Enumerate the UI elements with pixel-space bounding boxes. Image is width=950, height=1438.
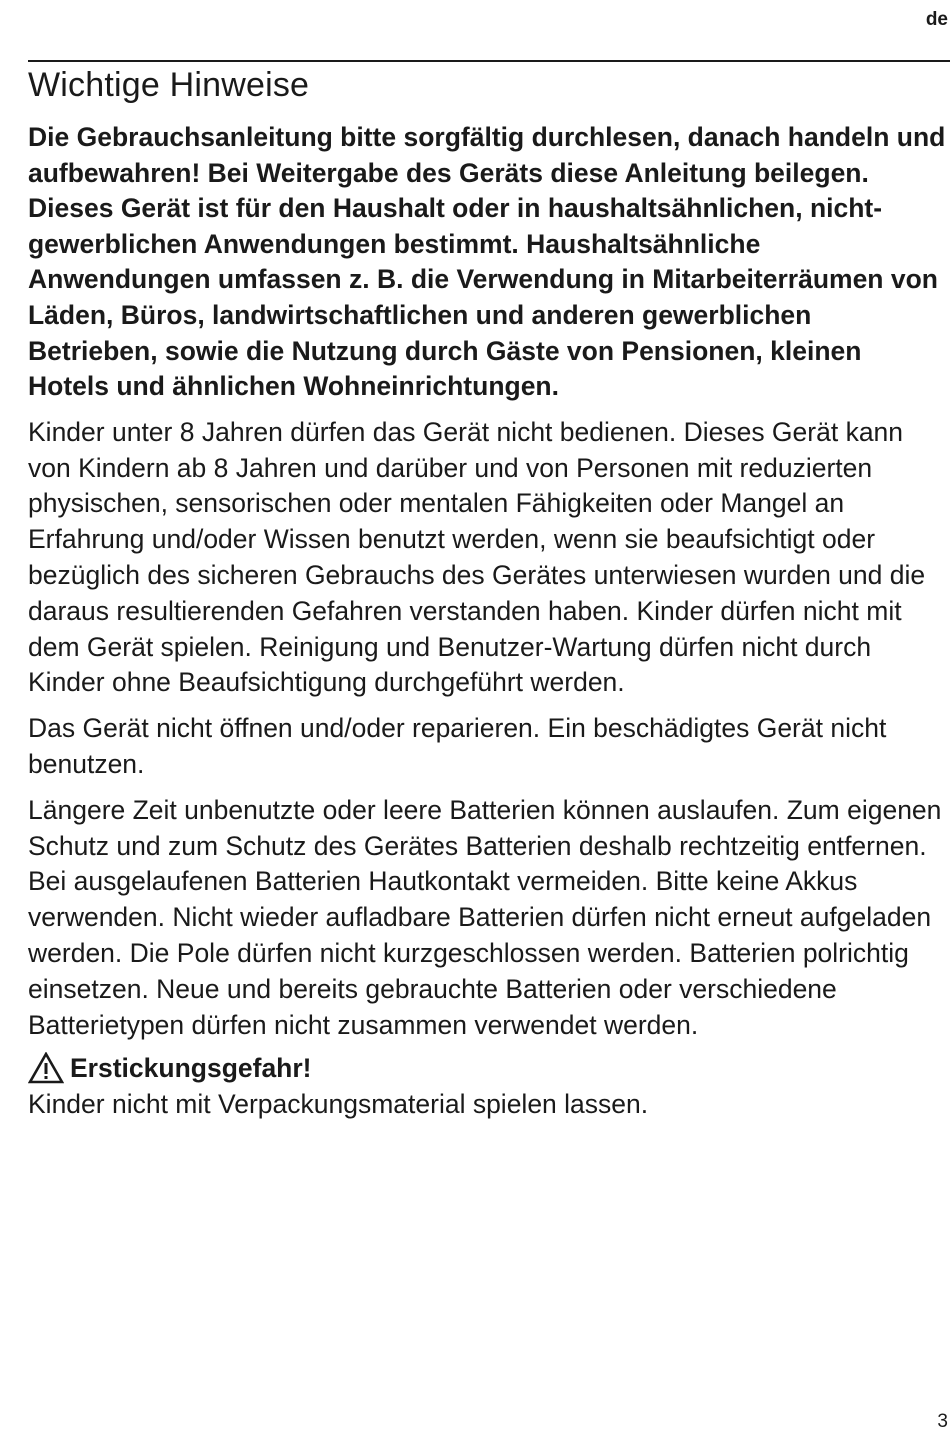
warning-text: Kinder nicht mit Verpackungsmaterial spielen lassen. xyxy=(28,1089,649,1120)
children-safety-paragraph: Kinder unter 8 Jahren dürfen das Gerät nicht bedienen. Dieses Gerät kann von Kindern ab 8 Jahren und darüber und von Personen mit reduzierten physischen, sensorischen oder mentalen Fähigkeiten oder Mangel an Erfahrung und/oder Wissen benutzt werden, wenn sie beaufsichtigt oder bezüglich des sicheren Gebrauchs des Gerätes unterwiesen wurden und die daraus resultierenden Gefahren verstanden haben. Kinder dürfen nicht mit dem Gerät spielen. Reinigung und Benutzer-Wartung dürfen nicht durch Kinder ohne Beaufsichtigung durchgeführt werden. xyxy=(28,416,926,698)
language-tag: de xyxy=(925,9,948,30)
header-rule xyxy=(28,60,950,62)
battery-paragraph: Längere Zeit unbenutzte oder leere Batterien können auslaufen. Zum eigenen Schutz und zum Schutz des Gerätes Batterien deshalb rechtzeitig entfernen. Bei ausgelaufenen Batterien Hautkontakt vermeiden. Bitte keine Akkus verwenden. Nicht wieder aufladbare Batterien dürfen nicht erneut aufgeladen werden. Die Pole dürfen nicht kurzgeschlossen werden. Batterien polrichtig einsetzen. Neue und bereits gebrauchte Batterien oder verschiedene Batterietypen dürfen nicht zusammen verwendet werden. xyxy=(28,794,942,1040)
warning-title: Erstickungsgefahr! xyxy=(70,1053,312,1084)
document-body xyxy=(28,64,946,1121)
warning-heading xyxy=(28,1051,946,1085)
section-title: Wichtige Hinweise xyxy=(28,66,310,104)
repair-paragraph: Das Gerät nicht öffnen und/oder reparieren. Ein beschädigtes Gerät nicht benutzen. xyxy=(28,713,887,779)
intro-paragraph: Die Gebrauchsanleitung bitte sorgfältig durchlesen, danach handeln und aufbewahren! Bei Weitergabe des Geräts diese Anleitung beilegen. Dieses Gerät ist für den Haushalt oder in haushaltsähnlichen, nicht-gewerblichen Anwendungen bestimmt. Haushaltsähnliche Anwendungen umfassen z. B. die Verwendung in Mitarbeiterräumen von Läden, Büros, landwirtschaftlichen und anderen gewerblichen Betrieben, sowie die Nutzung durch Gäste von Pensionen, kleinen Hotels und ähnlichen Wohneinrichtungen. xyxy=(28,122,946,402)
page-number: 3 xyxy=(937,1411,948,1432)
warning-triangle-icon xyxy=(28,1052,64,1084)
